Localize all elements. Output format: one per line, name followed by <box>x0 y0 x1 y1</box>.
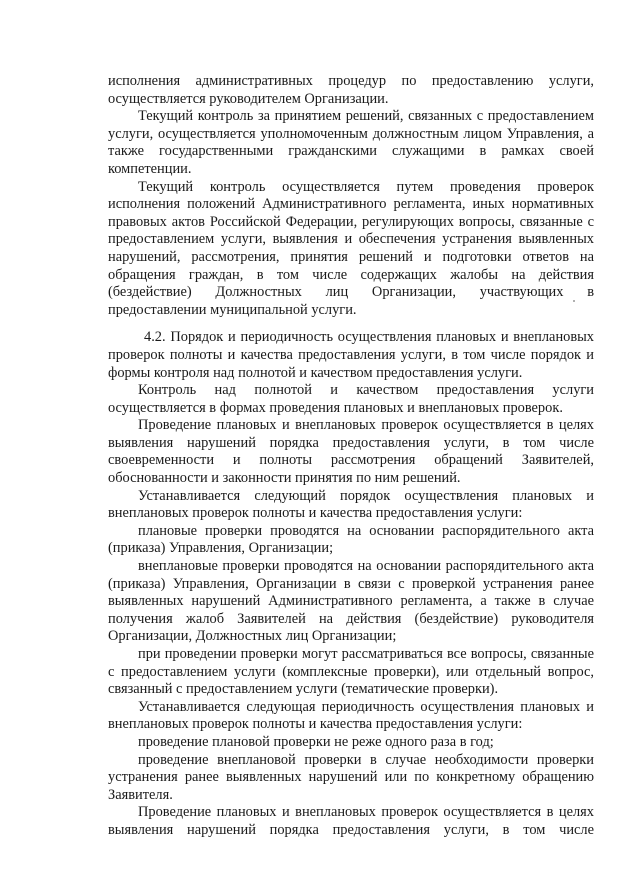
paragraph-current-control-decisions: Текущий контроль за принятием решений, связанных с предоставлением услуги, осуществляется уполномоченным должностным лицом Управления, а также государственными гражданскими служащими в рамках своей компетенции. <box>108 108 594 177</box>
paragraph-control-forms: Контроль над полнотой и качеством предоставления услуги осуществляется в формах проведения плановых и внеплановых проверок. <box>108 382 594 416</box>
paragraph-continuation: исполнения административных процедур по предоставлению услуги, осуществляется руководителем Организации. <box>108 73 594 107</box>
paragraph-inspection-purpose: Проведение плановых и внеплановых проверок осуществляется в целях выявления нарушений порядка предоставления услуги, в том числе своевременности и полноты рассмотрения обращений Заявителей, обоснованности и законности принятия по ним решений. <box>108 417 594 487</box>
paragraph-current-control-method: Текущий контроль осуществляется путем проведения проверок исполнения положений Административного регламента, иных нормативных правовых актов Российской Федерации, регулирующих вопросы, связанные с предоставлением услуги, выявления и обеспечения устранения выявленных нарушений, рассмотрения, принятия решений и подготовки ответов на обращения граждан, в том числе содержащих жалобы на действия (бездействие) Должностных лиц Организации, участвующих в предоставлении муниципальной услуги. <box>108 178 594 318</box>
list-item-planned-frequency: проведение плановой проверки не реже одного раза в год; <box>138 733 494 750</box>
paragraph-inspection-frequency: Устанавливается следующая периодичность осуществления плановых и внеплановых проверок полноты и качества предоставления услуги: <box>108 698 594 733</box>
list-item-inspection-scope: при проведении проверки могут рассматриваться все вопросы, связанные с предоставлением услуги (комплексные проверки), или отдельный вопрос, связанный с предоставлением услуги (тематические проверки). <box>108 646 594 698</box>
list-item-unplanned-inspections: внеплановые проверки проводятся на основании распорядительного акта (приказа) Управления, Организации в связи с проверкой устранения ранее выявленных нарушений Административного регламента, а также в случае получения жалоб Заявителей на действия (бездействие) руководителя Организации, Должностных лиц Организации; <box>108 558 594 645</box>
paragraph-inspection-purpose-repeat: Проведение плановых и внеплановых проверок осуществляется в целях выявления нарушений порядка предоставления услуги, в том числе <box>108 804 594 838</box>
list-item-planned-inspections: плановые проверки проводятся на основании распорядительного акта (приказа) Управления, Организации; <box>108 522 594 557</box>
scan-speck <box>573 300 575 302</box>
section-heading-4-2: 4.2. Порядок и периодичность осуществления плановых и внеплановых проверок полноты и качества предоставления услуги, в том числе порядок и формы контроля над полнотой и качеством предоставления услуги. <box>108 329 594 381</box>
paragraph-inspection-procedure: Устанавливается следующий порядок осуществления плановых и внеплановых проверок полноты и качества предоставления услуги: <box>108 487 594 522</box>
list-item-unplanned-frequency: проведение внеплановой проверки в случае необходимости проверки устранения ранее выявленных нарушений или по конкретному обращению Заявителя. <box>108 751 594 803</box>
document-body <box>108 73 594 840</box>
